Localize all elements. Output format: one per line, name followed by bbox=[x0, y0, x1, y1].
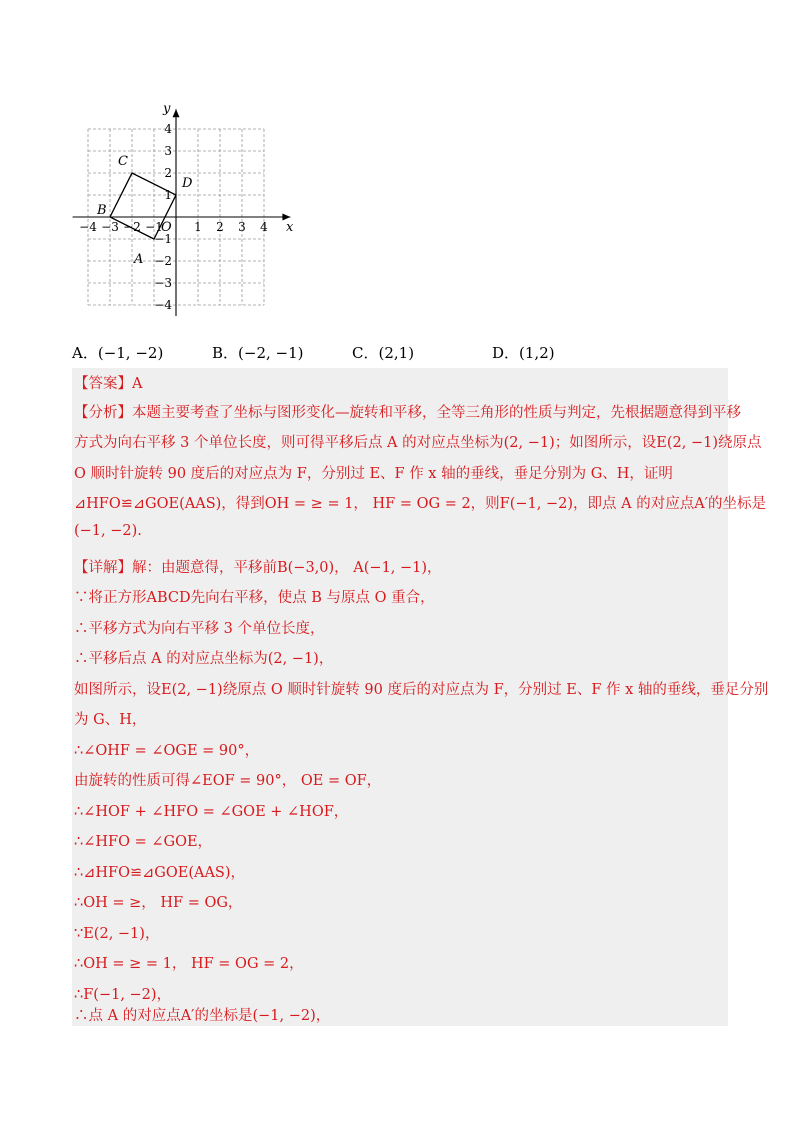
choice-value: (−1, −2) bbox=[97, 344, 164, 362]
detail-line: ∴∠HFO = ∠GOE， bbox=[74, 834, 213, 850]
choice-value: (1,2) bbox=[519, 344, 555, 362]
analysis-line: O 顺时针旋转 90 度后的对应点为 F，分别过 E、F 作 x 轴的垂线，垂足分别为 G、H，证明 bbox=[74, 466, 673, 482]
y-tick-label: 4 bbox=[164, 122, 172, 136]
x-tick-label: −2 bbox=[123, 220, 141, 234]
y-tick-label: −3 bbox=[154, 276, 172, 290]
detail-line: ∴OH = ≥ = 1， HF = OG = 2， bbox=[74, 956, 304, 972]
y-tick-label: −4 bbox=[154, 298, 172, 312]
detail-line: ∴∠HOF + ∠HFO = ∠GOE + ∠HOF， bbox=[74, 804, 349, 820]
choice-letter: A． bbox=[72, 344, 98, 362]
choice-d[interactable] bbox=[492, 342, 555, 363]
analysis-line: 方式为向右平移 3 个单位长度，则可得平移后点 A 的对应点坐标为(2, −1)；如图所示，设E(2, −1)绕原点 bbox=[74, 435, 762, 451]
y-tick-label: 1 bbox=[164, 188, 172, 202]
x-tick-label: 2 bbox=[216, 220, 224, 234]
choice-c[interactable] bbox=[352, 342, 414, 363]
answer-line: 【答案】A bbox=[74, 376, 143, 392]
y-tick-label: 3 bbox=[164, 144, 172, 158]
vertex-label-a: A bbox=[134, 252, 144, 267]
detail-line: 为 G、H， bbox=[74, 712, 147, 728]
choice-a[interactable] bbox=[72, 342, 163, 363]
y-tick-label: −1 bbox=[154, 232, 172, 246]
detail-line: ∵E(2, −1)， bbox=[74, 926, 160, 942]
x-tick-label: 4 bbox=[260, 220, 268, 234]
coordinate-figure bbox=[66, 100, 296, 330]
x-tick-label: −1 bbox=[145, 220, 163, 234]
x-axis-label: x bbox=[286, 220, 294, 235]
x-tick-label: −4 bbox=[79, 220, 97, 234]
analysis-line: 【分析】本题主要考查了坐标与图形变化—旋转和平移，全等三角形的性质与判定，先根据题意得到平移 bbox=[74, 405, 741, 421]
detail-line: 由旋转的性质可得∠EOF = 90°， OE = OF， bbox=[74, 773, 382, 789]
x-tick-label: 3 bbox=[238, 220, 246, 234]
x-tick-label: −3 bbox=[101, 220, 119, 234]
solution-box bbox=[72, 368, 769, 1026]
choice-value: (−2, −1) bbox=[238, 344, 304, 362]
y-axis-arrow bbox=[173, 109, 180, 117]
detail-line: ∴⊿HFO≌⊿GOE(AAS)， bbox=[74, 865, 246, 881]
detail-line: ∴F(−1, −2)， bbox=[74, 987, 172, 1003]
detail-line: 【详解】解：由题意得，平移前B(−3,0)， A(−1, −1)， bbox=[74, 560, 442, 576]
choice-b[interactable] bbox=[212, 342, 304, 363]
detail-line: ∴点 A 的对应点A′的坐标是(−1, −2)， bbox=[74, 1008, 331, 1024]
choice-letter: B． bbox=[212, 344, 239, 362]
choice-letter: D． bbox=[492, 344, 520, 362]
detail-line: ∴OH = ≥， HF = OG， bbox=[74, 895, 243, 911]
detail-line: 如图所示，设E(2, −1)绕原点 O 顺时针旋转 90 度后的对应点为 F，分别过 E、F 作 x 轴的垂线，垂足分别 bbox=[74, 682, 769, 698]
vertex-label-d: D bbox=[182, 176, 193, 191]
y-axis-label: y bbox=[163, 101, 171, 117]
vertex-label-b: B bbox=[97, 203, 107, 218]
detail-line: ∴∠OHF = ∠OGE = 90°， bbox=[74, 743, 260, 759]
analysis-line: ⊿HFO≌⊿GOE(AAS)，得到OH = ≥ = 1， HF = OG = 2，则F(−1, −2)，即点 A 的对应点A′的坐标是 bbox=[74, 496, 766, 512]
y-tick-label: −2 bbox=[154, 254, 172, 268]
analysis-line: (−1, −2). bbox=[74, 523, 142, 539]
detail-line: ∵将正方形ABCD先向右平移，使点 B 与原点 O 重合， bbox=[74, 590, 435, 606]
x-tick-label: 1 bbox=[194, 220, 202, 234]
choice-value: (2,1) bbox=[378, 344, 415, 362]
vertex-label-c: C bbox=[118, 154, 128, 169]
y-tick-label: 2 bbox=[164, 166, 172, 180]
origin-label: O bbox=[161, 220, 172, 235]
detail-line: ∴平移后点 A 的对应点坐标为(2, −1)， bbox=[74, 651, 334, 667]
detail-line: ∴平移方式为向右平移 3 个单位长度， bbox=[74, 621, 325, 637]
choice-letter: C． bbox=[352, 344, 379, 362]
